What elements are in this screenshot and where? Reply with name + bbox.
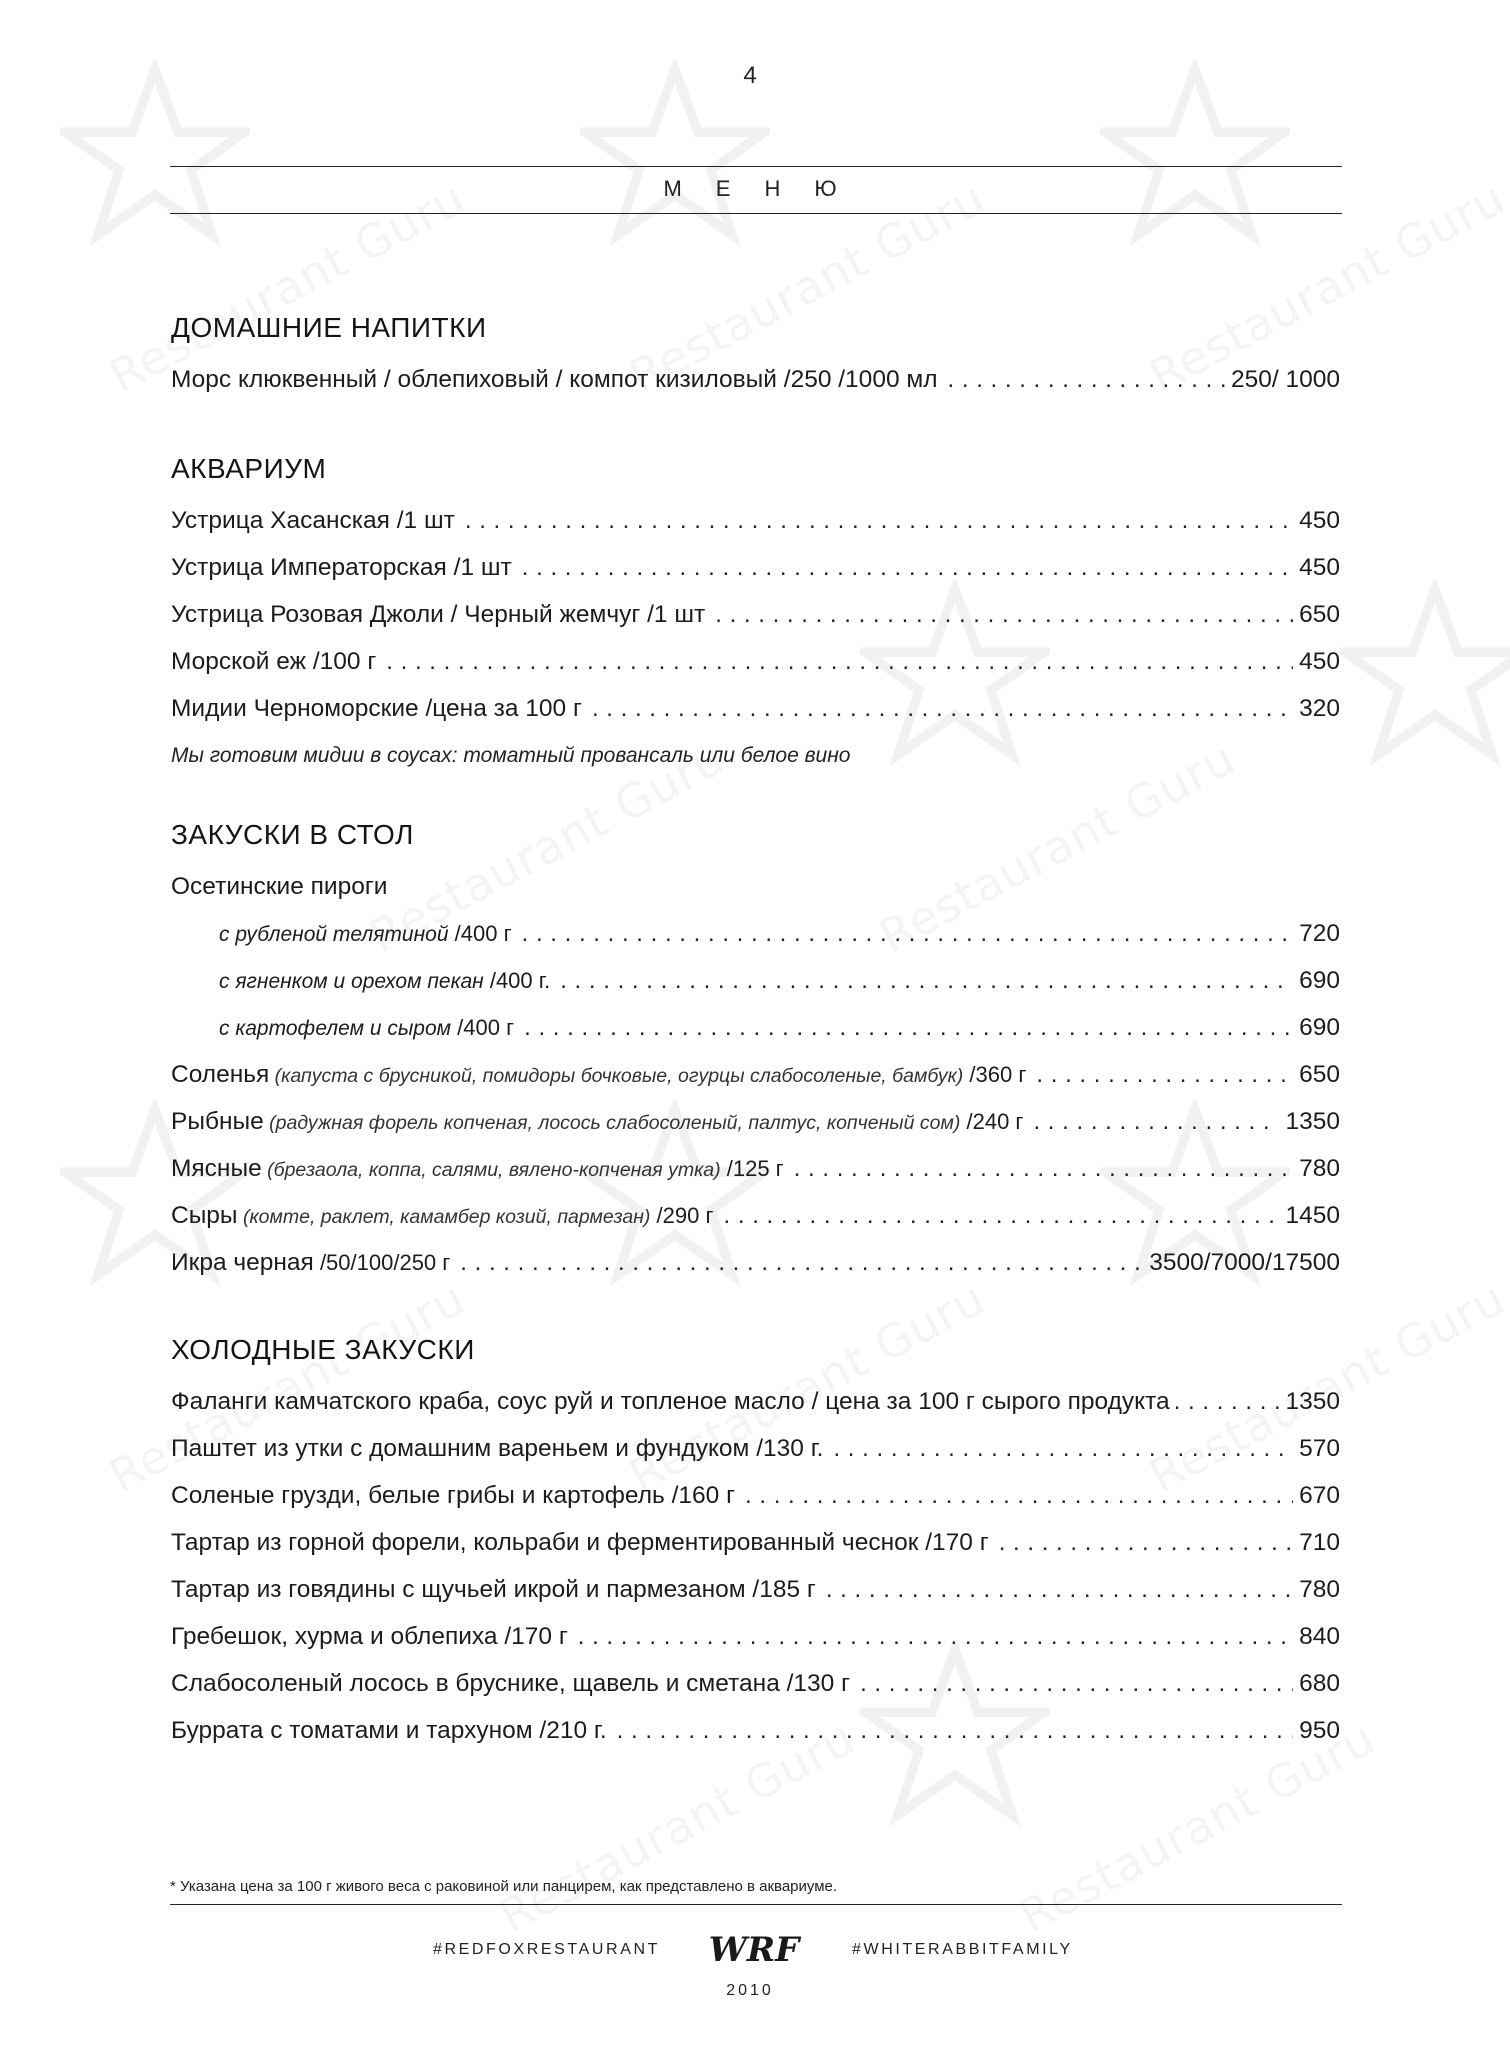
dot-leader — [386, 638, 1293, 685]
dot-leader — [826, 1566, 1293, 1613]
footer-rule — [170, 1904, 1342, 1905]
item-unit: /125 г — [720, 1156, 784, 1181]
section-title: АКВАРИУМ — [171, 453, 327, 484]
item-name: Слабосоленый лосось в бруснике, щавель и сметана /130 г — [171, 1670, 851, 1697]
menu-item — [171, 1566, 1340, 1613]
dot-leader — [560, 957, 1293, 1004]
item-name: Морс клюквенный / облепиховый / компот кизиловый /250 /1000 мл — [171, 366, 938, 393]
item-price: 680 — [1299, 1670, 1340, 1697]
item-name — [219, 1004, 514, 1052]
item-name — [171, 1192, 714, 1241]
dot-leader — [794, 1145, 1293, 1192]
item-name: Устрица Императорская /1 шт — [171, 554, 512, 581]
section-note: Мы готовим мидии в соусах: томатный провансаль или белое вино — [171, 744, 851, 767]
menu-item — [171, 685, 1340, 732]
menu-item — [171, 591, 1340, 638]
wrf-logo — [690, 1929, 818, 1969]
item-price: 690 — [1299, 967, 1340, 994]
menu-item — [171, 497, 1340, 544]
item-name: Паштет из утки с домашним вареньем и фундуком /130 г. — [171, 1435, 824, 1462]
dot-leader — [522, 910, 1294, 957]
section-aquarium — [171, 441, 1340, 779]
item-name: Гребешок, хурма и облепиха /170 г — [171, 1623, 568, 1650]
menu-item — [171, 544, 1340, 591]
item-price: 650 — [1299, 601, 1340, 628]
item-price: 3500/7000/17500 — [1149, 1249, 1340, 1276]
hashtag-redfox: #REDFOXRESTAURANT — [432, 1941, 660, 1958]
item-price: 650 — [1299, 1061, 1340, 1088]
item-name — [171, 1145, 784, 1194]
menu-item — [171, 1051, 1340, 1098]
menu-item — [171, 1660, 1340, 1707]
dot-leader — [745, 1472, 1293, 1519]
item-description: (капуста с брусникой, помидоры бочковые, огурцы слабосоленые, бамбук) — [269, 1065, 964, 1087]
menu-item — [171, 1378, 1340, 1425]
item-name-text: с картофелем и сыром — [219, 1017, 452, 1040]
item-unit: /400 г — [448, 921, 512, 946]
menu-item — [171, 1472, 1340, 1519]
item-name — [171, 1239, 450, 1286]
dot-leader — [715, 591, 1293, 638]
item-price: 250/ 1000 — [1231, 366, 1340, 393]
menu-item — [171, 1192, 1340, 1239]
item-name-text: Икра черная — [171, 1249, 314, 1276]
menu-sub-item — [171, 910, 1340, 957]
section-title: ХОЛОДНЫЕ ЗАКУСКИ — [171, 1334, 475, 1365]
item-name: Тартар из говядины с щучьей икрой и пармезаном /185 г — [171, 1576, 816, 1603]
dot-leader — [860, 1660, 1293, 1707]
menu-item — [171, 1145, 1340, 1192]
section-table-appetizers — [171, 807, 1340, 1286]
item-name-text: Соленья — [171, 1061, 270, 1088]
item-price: 1350 — [1285, 1108, 1340, 1135]
item-unit: /50/100/250 г — [313, 1250, 451, 1275]
header-rule-bottom — [170, 213, 1342, 214]
page-number: 4 — [743, 62, 757, 89]
item-name — [171, 1051, 1026, 1100]
dot-leader — [724, 1192, 1280, 1239]
dot-leader — [948, 356, 1225, 403]
item-price: 950 — [1299, 1717, 1340, 1744]
item-price: 670 — [1299, 1482, 1340, 1509]
dot-leader — [1036, 1051, 1293, 1098]
dot-leader — [617, 1707, 1293, 1754]
section-title: ЗАКУСКИ В СТОЛ — [171, 819, 414, 850]
group-label: Осетинские пироги — [171, 873, 388, 900]
dot-leader — [1033, 1098, 1279, 1145]
item-name-text: Рыбные — [171, 1108, 264, 1135]
dot-leader — [460, 1239, 1143, 1286]
item-price: 780 — [1299, 1155, 1340, 1182]
item-name: Фаланги камчатского краба, соус руй и топленое масло / цена за 100 г сырого продукта — [171, 1388, 1170, 1415]
item-description: (комте, раклет, камамбер козий, пармезан) — [237, 1206, 651, 1228]
dot-leader — [524, 1004, 1293, 1051]
dot-leader — [578, 1613, 1293, 1660]
item-unit: /240 г — [960, 1109, 1024, 1134]
section-title: ДОМАШНИЕ НАПИТКИ — [171, 312, 487, 343]
item-name — [219, 957, 550, 1005]
footer-year: 2010 — [726, 1982, 774, 1999]
menu-title: МЕНЮ — [663, 176, 871, 201]
header-rule-top — [170, 166, 1342, 167]
dot-leader — [592, 685, 1293, 732]
item-price: 450 — [1299, 507, 1340, 534]
dot-leader — [999, 1519, 1293, 1566]
item-price: 690 — [1299, 1014, 1340, 1041]
item-unit: /290 г — [650, 1203, 714, 1228]
item-price: 320 — [1299, 695, 1340, 722]
item-price: 450 — [1299, 648, 1340, 675]
item-unit: /400 г — [451, 1015, 515, 1040]
menu-item — [171, 356, 1340, 403]
item-name — [171, 1098, 1023, 1147]
footer — [0, 1930, 1510, 2015]
item-name: Морской еж /100 г — [171, 648, 377, 675]
item-price: 570 — [1299, 1435, 1340, 1462]
footnote: * Указана цена за 100 г живого веса с раковиной или панцирем, как представлено в аквариуме. — [170, 1878, 838, 1895]
menu-item — [171, 1098, 1340, 1145]
menu-content — [171, 300, 1340, 1782]
fork-star-logo-icon — [1340, 580, 1510, 770]
menu-item — [171, 1519, 1340, 1566]
menu-item — [171, 1239, 1340, 1286]
item-price: 1350 — [1285, 1388, 1340, 1415]
dot-leader — [522, 544, 1293, 591]
menu-sub-item — [171, 957, 1340, 1004]
item-name: Мидии Черноморские /цена за 100 г — [171, 695, 582, 722]
menu-item — [171, 638, 1340, 685]
item-name: Соленые грузди, белые грибы и картофель /160 г — [171, 1482, 736, 1509]
hashtag-whiterabbit: #WHITERABBITFAMILY — [852, 1941, 1073, 1958]
item-name: Устрица Хасанская /1 шт — [171, 507, 455, 534]
menu-item — [171, 1707, 1340, 1754]
item-unit: /400 г. — [483, 968, 551, 993]
item-price: 450 — [1299, 554, 1340, 581]
section-drinks — [171, 300, 1340, 403]
item-description: (радужная форель копченая, лосось слабосоленый, палтус, копченый сом) — [263, 1112, 961, 1134]
menu-item — [171, 1613, 1340, 1660]
section-cold-appetizers — [171, 1322, 1340, 1754]
item-price: 780 — [1299, 1576, 1340, 1603]
dot-leader — [465, 497, 1293, 544]
item-name: Буррата с томатами и тархуном /210 г. — [171, 1717, 607, 1744]
item-name-text: с рубленой телятиной — [219, 923, 449, 946]
item-name: Тартар из горной форели, кольраби и ферментированный чеснок /170 г — [171, 1529, 989, 1556]
item-name — [219, 910, 512, 958]
item-name-text: Мясные — [171, 1155, 262, 1182]
item-name-text: с ягненком и орехом пекан — [219, 970, 484, 993]
menu-item — [171, 1425, 1340, 1472]
item-description: (брезаола, коппа, салями, вялено-копченая утка) — [261, 1159, 721, 1181]
item-price: 1450 — [1285, 1202, 1340, 1229]
dot-leader — [833, 1425, 1293, 1472]
wrf-logo-text: WRF — [708, 1930, 800, 1969]
item-name-text: Сыры — [171, 1202, 238, 1229]
item-name: Устрица Розовая Джоли / Черный жемчуг /1 шт — [171, 601, 706, 628]
menu-sub-item — [171, 1004, 1340, 1051]
item-price: 710 — [1299, 1529, 1340, 1556]
item-unit: /360 г — [963, 1062, 1027, 1087]
item-price: 840 — [1299, 1623, 1340, 1650]
item-price: 720 — [1299, 920, 1340, 947]
dot-leader — [1174, 1378, 1280, 1425]
